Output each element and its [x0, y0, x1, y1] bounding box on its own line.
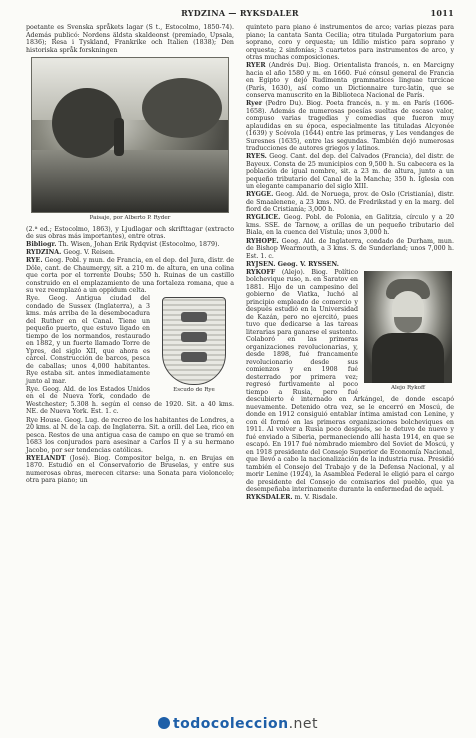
entry-ryksdaler: [246, 494, 454, 502]
entry-ryer-pedro: [246, 100, 454, 153]
ryksdaler-text: m. V. Risdale.: [294, 494, 338, 502]
entry-rygge: [246, 191, 454, 214]
ryer-text: (Andrés Du). Biog. Orientalista francés, n. en Marcigny hacia el año 1580 y m. en 1660. Fué cónsul general de Francia en Egipto y dejó Rudimenta grammatices linguae turcicae (París, 1630), así como un Dictionnaire turc-latin, que se conserva manuscrito en la Biblioteca Nacional de París.: [246, 62, 454, 100]
headword-ryes: RYES.: [246, 153, 267, 161]
headword-ryksdaler: RYKSDALER.: [246, 494, 293, 502]
landscape-painting-image: [31, 57, 229, 213]
entry-rye-sussex: Rye. Geog. Antigua ciudad del condado de Sussex (Inglaterra), a 3 kms. más arriba de la desembocadura del Ruther en el Canal. Tiene un pequeño puerto, que estuvo ligado en tiempo de los normandos, restaurado en 1882, y un fuerte llamado Torre de Ypres, del siglo XII, que ahora es cárcel. Construcción de barcos, pesca de caballas; unos 4,000 habitantes. Rye estaba sit. antes inmediatamente junto al mar.: [26, 295, 150, 385]
rygge-text: Geog. Ald. de Noruega, prov. de Oslo (Cristianía), distr. de Smaalenene, a 23 kms. NO. de Fredrikstad y en la marg. del fiord de Cristianía; 3,000 h.: [246, 191, 454, 214]
portrait-figure: [362, 271, 454, 393]
entry-rydzina: [26, 249, 234, 257]
biblio-label: Bibliogr.: [26, 241, 57, 249]
headword-rygge: RYGGE.: [246, 191, 274, 199]
entry-ryes: [246, 153, 454, 191]
entry-ryglice: [246, 214, 454, 237]
ryer-pedro-text: (Pedro Du). Biog. Poeta francés, n. y m. en París (1606-1658). Además de numerosas poesías sueltas de escaso valor, compuso varias tragedias y comedias que fueron muy aplaudidas en su época, especialmente las tituladas Alcyonée (1639) y Scévola (1644) entre las primeras, y Les vendanges de Suresnes (1635), entre las segundas. También dejó numerosas traducciones de autores griegos y latinos.: [246, 100, 454, 153]
headword-ryglice: RYGLICE.: [246, 214, 281, 222]
rykoff-portrait-image: [364, 271, 452, 383]
ryglice-text: Geog. Pobl. de Polonia, en Galitzia, círculo y a 20 kms. SSE. de Tarnow, a orillas de un pequeño tributario del Biala, en la cuenca del Vístula; unos 3,000 h.: [246, 214, 454, 237]
entry-ryer-andres: [246, 62, 454, 100]
biblio-text: Th. Wisen, Johan Erik Rydqvist (Estocolmo, 1879).: [58, 241, 220, 249]
entry-rye-house: Rye House. Geog. Lug. de recreo de los habitantes de Londres, a 20 kms. al N. de la cap. de Inglaterra. Sit. a orill. del Lea, rico en pesca. Restos de una antigua casa de campo en que se tramó en 1683 los conjurados para asesinar a Carlos II y a su hermano Jacobo, por ser tendencias católicas.: [26, 416, 234, 454]
rydzina-text: Geog. V. Reisen.: [63, 249, 115, 257]
painting-caption: Paisaje, por Alberto P. Ryder: [89, 215, 171, 221]
ryhope-text: Geog. Ald. de Inglaterra, condado de Durham, mun. de Bishop Wearmouth, a 3 kms. S. de Sunderland; unos 7,000 h. Est. 1. c.: [246, 237, 454, 260]
running-title: RYDZINA — RYKSDALER: [181, 8, 299, 18]
right-column: [246, 24, 454, 502]
watermark-brand: todocoleccion: [172, 716, 289, 732]
watermark-dot-icon: [158, 717, 170, 729]
headword-ryer-pedro: Ryer: [246, 100, 263, 108]
headword-rye: RYE.: [26, 257, 43, 265]
portrait-caption: Alejo Rykoff: [390, 384, 426, 391]
coat-of-arms-image: [162, 297, 226, 385]
headword-ryhope: RYHOPE.: [246, 237, 279, 245]
page-number: 1011: [430, 8, 454, 18]
ryelandt-text: (José). Biog. Compositor belga, n. en Brujas en 1870. Estudió en el Conservatorio de Bruselas, y entre sus numerosas obras, merecen citarse: una Sonata para violoncelo; otra para piano; un: [26, 454, 234, 485]
entry-rye-newyork: Rye. Geog. Ald. de los Estados Unidos en el de Nueva York, condado de Westchester; 5.308 h. según el censo de 1920. Sit. a 40 kms. NE. de Nueva York. Est. 1. c.: [26, 385, 234, 416]
rykoff-text: (Alejo). Biog. Político bolchevique ruso, n. en Saratov en 1881. Hijo de un campesino del gobierno de Viatka, luchó al principio empleado de comercio y después estudió en la Universidad de Kazán, pero no ejercitó, pues tuvo que dedicarse a las tareas literarias para ganarse el sustento. Colaboró en las primeras organizaciones revolucionarias, y, desde 1898, fué francamente revolucionario desde sus comienzos y en 1908 fué desterrado por primera vez; regresó furtivamente al poco tiempo a Rusia, pero fué descubierto é internado en Arkángel, de donde escapó nuevamente. Detenido otra vez, se le encerró en Moscú, de donde en 1912 consiguió entablar íntima amistad con Lenine, y con él formó en las primeras organizaciones bolcheviques en 1911. Al volver a Rusia poco después, se le detuvo de nuevo y fué enviado a Siberia, permaneciendo allí hasta 1914, en que se escapó. En 1917 fué nombrado miembro del Soviet de Moscú, y en 1918 presidente del Consejo Superior de Economía Nacional, que llevó a cabo la nacionalización de la industria rusa. Presidió también el Consejo del Trabajo y de la Defensa Nacional, y al morir Lenine (1924), la Asamblea Federal le eligió para el cargo de presidente del Consejo de comisarios del pueblo, que ya desempeñaba interinamente durante la enfermedad de aquél.: [246, 268, 454, 494]
entry-ryelandt-cont: quinteto para piano é instrumentos de arco; varias piezas para piano; la cantata Santa Cecilia; otra titulada Purgatorium para soprano, coro y orquesta; un Idilio místico para soprano y orquesta; 2 sinfonías; 3 cuartetos para instrumentos de arco, y otras muchas composiciones.: [246, 24, 454, 61]
bibliography: [26, 241, 234, 249]
watermark-tail: .net: [288, 716, 319, 732]
painting-figure: [26, 57, 234, 223]
entry-rydqvist-end: (2.ª ed.; Estocolmo, 1863), y Ljudlagar och skrifttagar (extracto de sus obras más importantes), entre otras.: [26, 225, 234, 240]
rye-text: Geog. Pobl. y mun. de Francia, en el dep. del Jura, distr. de Dôle, cant. de Chaumergy, sit. a 210 m. de altura, en una colina que corta por el torrente Doubs; 550 h. Ruinas de un castillo construido en el emplazamiento de una fortaleza romana, que a su vez reemplazó a un oppidum celta.: [26, 257, 234, 295]
entry-ryjsen: RYJSEN. Geog. V. RYSSEN.: [246, 260, 339, 268]
entry-rydqvist-cont: poetante es Svenska språkets lagar (S t., Estocolmo, 1850-74). Además publicó: Nordens äldsta skaldeonst (premiado, Upsala, 1836); Resa i Tyskland, Frankrike och Italien (1838); Den historiska språk forskningen: [26, 24, 234, 54]
headword-ryelandt: RYELANDT: [26, 454, 66, 462]
headword-rykoff: RYKOFF: [246, 268, 276, 276]
headword-rydzina: RYDZINA.: [26, 249, 62, 257]
page-header: [26, 8, 454, 22]
shield-caption: Escudo de Rye: [173, 387, 215, 394]
ryes-text: Geog. Cant. del dep. del Calvados (Francia), del distr. de Bayeux. Consta de 25 municipios con 9,500 h. Su cabecera es la población de igual nombre, sit. a 23 m. de altura, junto a un pequeño tributario del Canal de la Mancha; 350 h. Iglesia con un elegante campanario del siglo XIII.: [246, 153, 454, 191]
watermark-logo: [0, 716, 476, 734]
headword-ryer: RYER: [246, 62, 266, 70]
entry-ryhope: [246, 238, 454, 261]
shield-figure: [154, 297, 234, 395]
entry-ryelandt: [26, 455, 234, 485]
left-column: [26, 24, 234, 485]
entry-rye: [26, 257, 234, 295]
